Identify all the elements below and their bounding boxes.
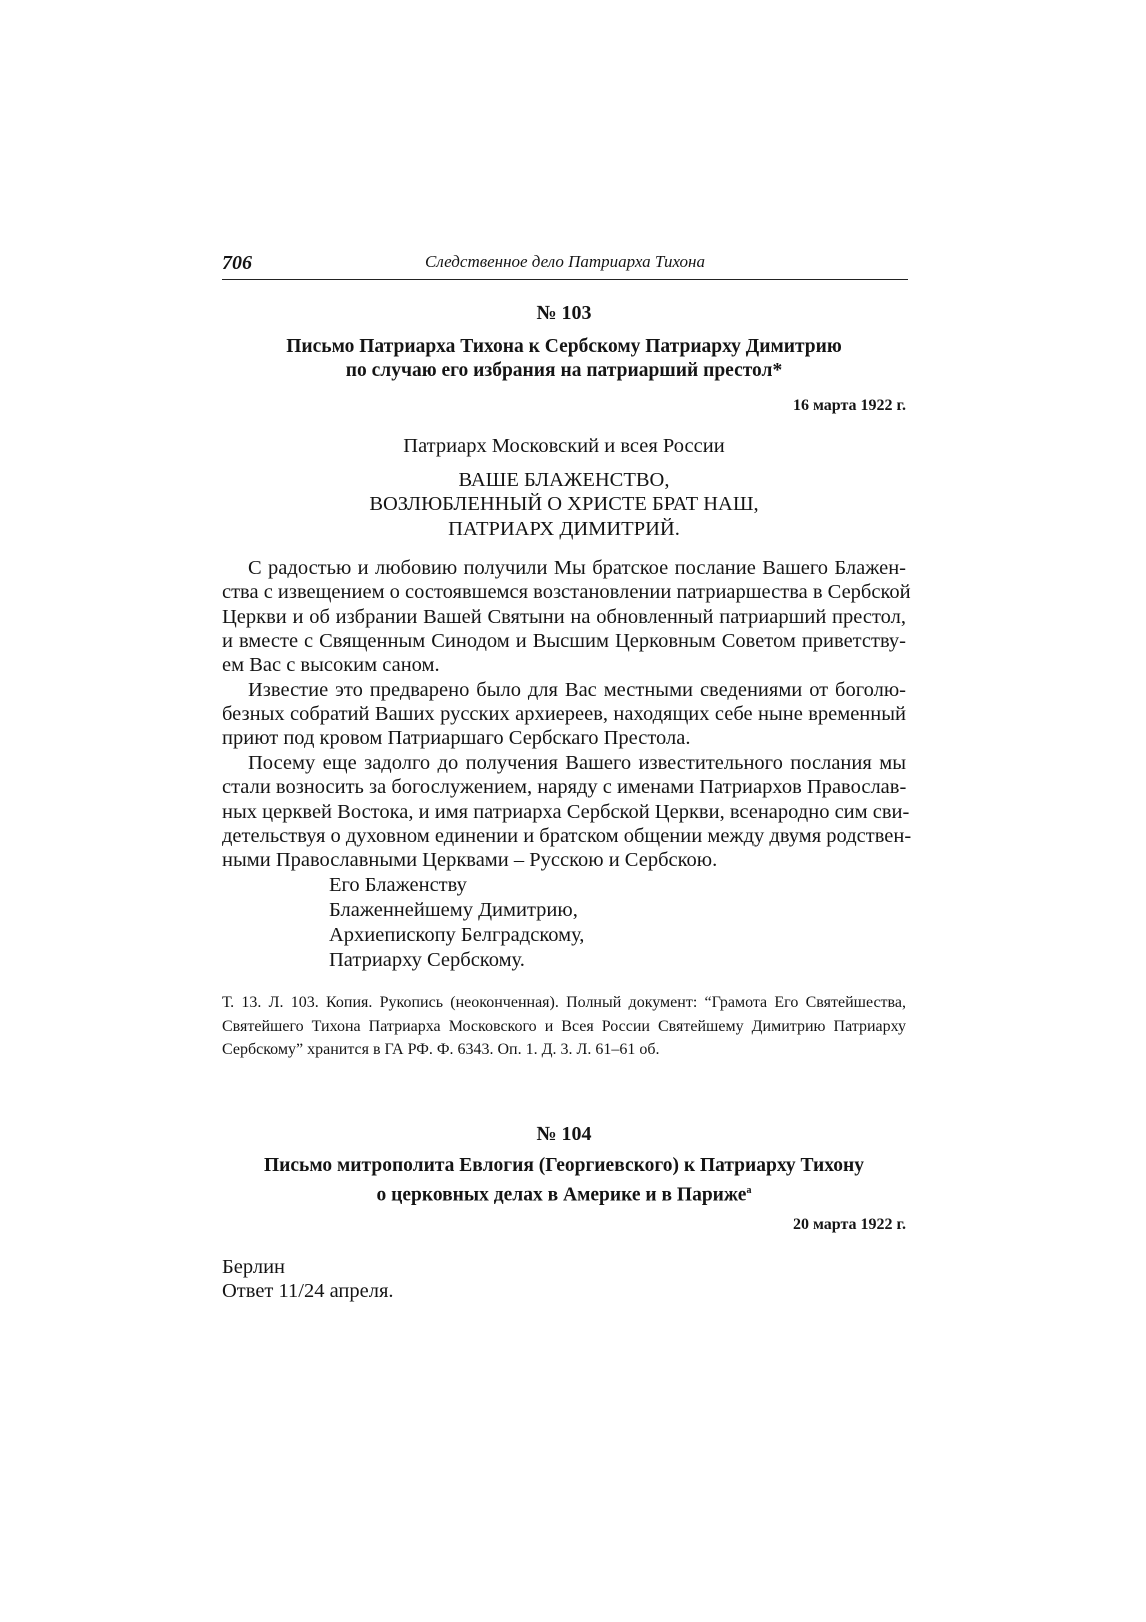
source-note-line: Сербскому” хранится в ГА РФ. Ф. 6343. Оп. 1. Д. 3. Л. 61–61 об. — [222, 1041, 660, 1058]
signature-line: Его Блаженству — [329, 874, 467, 896]
sender: Патриарх Московский и всея России — [403, 435, 725, 457]
body-line: Посему еще задолго до получения Вашего известительного послания мы — [248, 752, 906, 774]
document-title-line — [222, 1179, 906, 1206]
source-note-line: Святейшего Тихона Патриарха Московского и Всея России Святейшему Димитрию Патриарху — [222, 1018, 906, 1035]
body-line: С радостью и любовию получили Мы братское послание Вашего Блажен- — [248, 557, 906, 579]
signature-line: Архиепископу Белградскому, — [329, 924, 585, 946]
address-line: ПАТРИАРХ ДИМИТРИЙ. — [448, 518, 680, 540]
body-line: детельствуя о духовном единении и братском общении между двумя родствен- — [222, 825, 912, 847]
signature-line: Блаженнейшему Димитрию, — [329, 899, 578, 921]
title-text: о церковных делах в Америке и в Париже — [376, 1184, 747, 1206]
document-date: 20 марта 1922 г. — [793, 1216, 906, 1233]
document-number: № 103 — [536, 302, 592, 324]
body-line: и вместе с Священным Синодом и Высшим Церковным Советом приветству- — [222, 630, 906, 652]
address-line: ВОЗЛЮБЛЕННЫЙ О ХРИСТЕ БРАТ НАШ, — [369, 493, 759, 515]
body-line: Церкви и об избрании Вашей Святыни на обновленный патриарший престол, — [222, 606, 906, 628]
place-line: Берлин — [222, 1256, 286, 1278]
body-line: приют под кровом Патриаршаго Сербскаго Престола. — [222, 727, 691, 749]
body-line: ных церквей Востока, и имя патриарха Сербской Церкви, всенародно сим сви- — [222, 801, 910, 823]
signature-line: Патриарху Сербскому. — [329, 949, 525, 971]
footnote-marker: а — [746, 1185, 752, 1196]
document-title-line: по случаю его избрания на патриарший престол* — [345, 360, 783, 381]
page-number: 706 — [222, 252, 252, 274]
document-title-line: Письмо митрополита Евлогия (Георгиевского) к Патриарху Тихону — [264, 1155, 864, 1176]
body-line: ными Православными Церквами – Русскою и Сербскою. — [222, 849, 718, 871]
body-line: Известие это предварено было для Вас местными сведениями от боголю- — [248, 679, 906, 701]
body-line: ства с извещением о состоявшемся возстановлении патриаршества в Сербской — [222, 581, 911, 603]
body-line: безных собратий Ваших русских архиереев, находящих себе ныне временный — [222, 703, 906, 725]
header-rule — [222, 279, 908, 280]
source-note-line: Т. 13. Л. 103. Копия. Рукопись (неоконченная). Полный документ: “Грамота Его Святейшества, — [222, 994, 906, 1011]
document-number: № 104 — [536, 1123, 592, 1145]
address-line: ВАШЕ БЛАЖЕНСТВО, — [458, 469, 670, 491]
body-line: ем Вас с высоким саном. — [222, 654, 440, 676]
running-title: Следственное дело Патриарха Тихона — [425, 252, 705, 271]
body-line: стали возносить за богослужением, наряду с именами Патриархов Православ- — [222, 776, 907, 798]
reply-line: Ответ 11/24 апреля. — [222, 1280, 394, 1302]
document-date: 16 марта 1922 г. — [793, 397, 906, 414]
document-title-line: Письмо Патриарха Тихона к Сербскому Патриарху Димитрию — [286, 336, 842, 357]
